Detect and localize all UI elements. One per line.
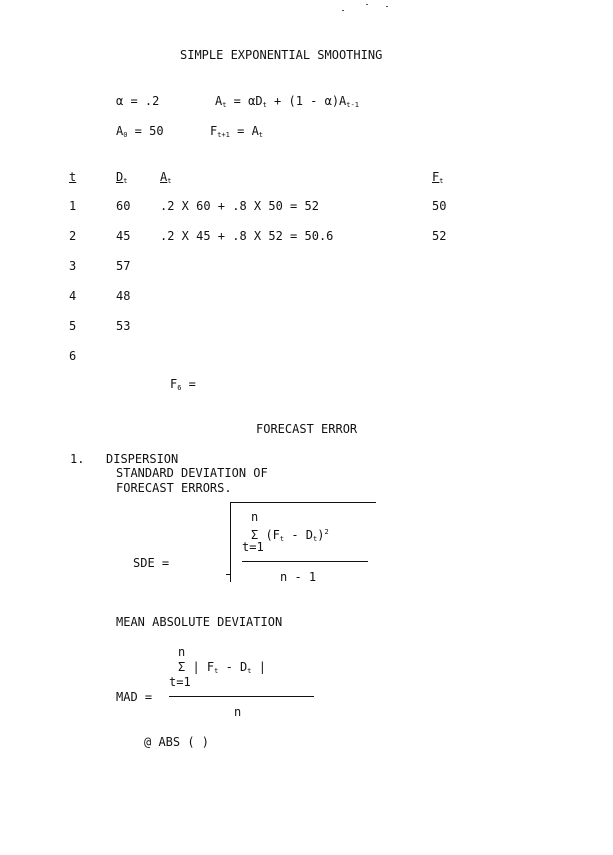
header-demand: $D_t$ [116,170,128,185]
dispersion-subheading: FORECAST ERRORS. [116,481,232,495]
scan-speck [366,4,368,5]
row-demand: 45 [116,229,131,243]
abs-function-note: @ ABS ( ) [144,735,210,749]
forecast-formula: $F_{t+1} = A_t$ [210,124,264,139]
mad-sum-upper: n [178,645,186,659]
section-title-forecast-error: FORECAST ERROR [256,422,358,436]
mad-fraction-bar [169,696,314,697]
smoothing-formula: $A_t = \alpha D_t + (1 - \alpha)A_{t-1}$ [215,94,359,109]
row-demand: 53 [116,319,131,333]
row-demand: 57 [116,259,131,273]
scan-speck [342,10,344,11]
list-number: 1. [70,452,85,466]
row-t: 3 [69,259,77,273]
row-calculation: .2 X 60 + .8 X 50 = 52 [160,199,319,213]
radical-hook [226,574,230,575]
radical-top-bar [230,502,376,503]
sde-label: SDE = [133,556,170,570]
sde-sum-lower: t=1 [242,540,264,554]
initial-average: $A_0 = 50$ [116,124,164,139]
mad-denominator: n [234,705,242,719]
row-forecast: 50 [432,199,447,213]
row-t: 6 [69,349,77,363]
row-calculation: .2 X 45 + .8 X 52 = 50.6 [160,229,334,243]
sde-sum-expression: Σ $(F_t - D_t)^2$ [251,528,329,543]
mad-sum-lower: t=1 [169,675,191,689]
row-forecast: 52 [432,229,447,243]
page-title: SIMPLE EXPONENTIAL SMOOTHING [180,48,383,62]
mad-sum-expression: Σ | $F_t - D_t$ | [178,660,266,675]
sde-sum-upper: n [251,510,259,524]
row-demand: 48 [116,289,131,303]
alpha-value: α = .2 [116,94,160,108]
sde-denominator: n - 1 [280,570,317,584]
sde-fraction-bar [242,561,368,562]
forecast-period-6: $F_6$ = [170,377,196,392]
row-t: 5 [69,319,77,333]
mad-heading: MEAN ABSOLUTE DEVIATION [116,615,283,629]
header-forecast: $F_t$ [432,170,444,185]
radical-stem [230,502,231,582]
scan-speck [386,6,388,7]
mad-label: MAD = [116,690,153,704]
header-average: $A_t$ [160,170,172,185]
dispersion-subheading: STANDARD DEVIATION OF [116,466,268,480]
row-t: 4 [69,289,77,303]
dispersion-heading: DISPERSION [106,452,179,466]
header-t: t [69,170,77,184]
row-t: 1 [69,199,77,213]
row-t: 2 [69,229,77,243]
row-demand: 60 [116,199,131,213]
